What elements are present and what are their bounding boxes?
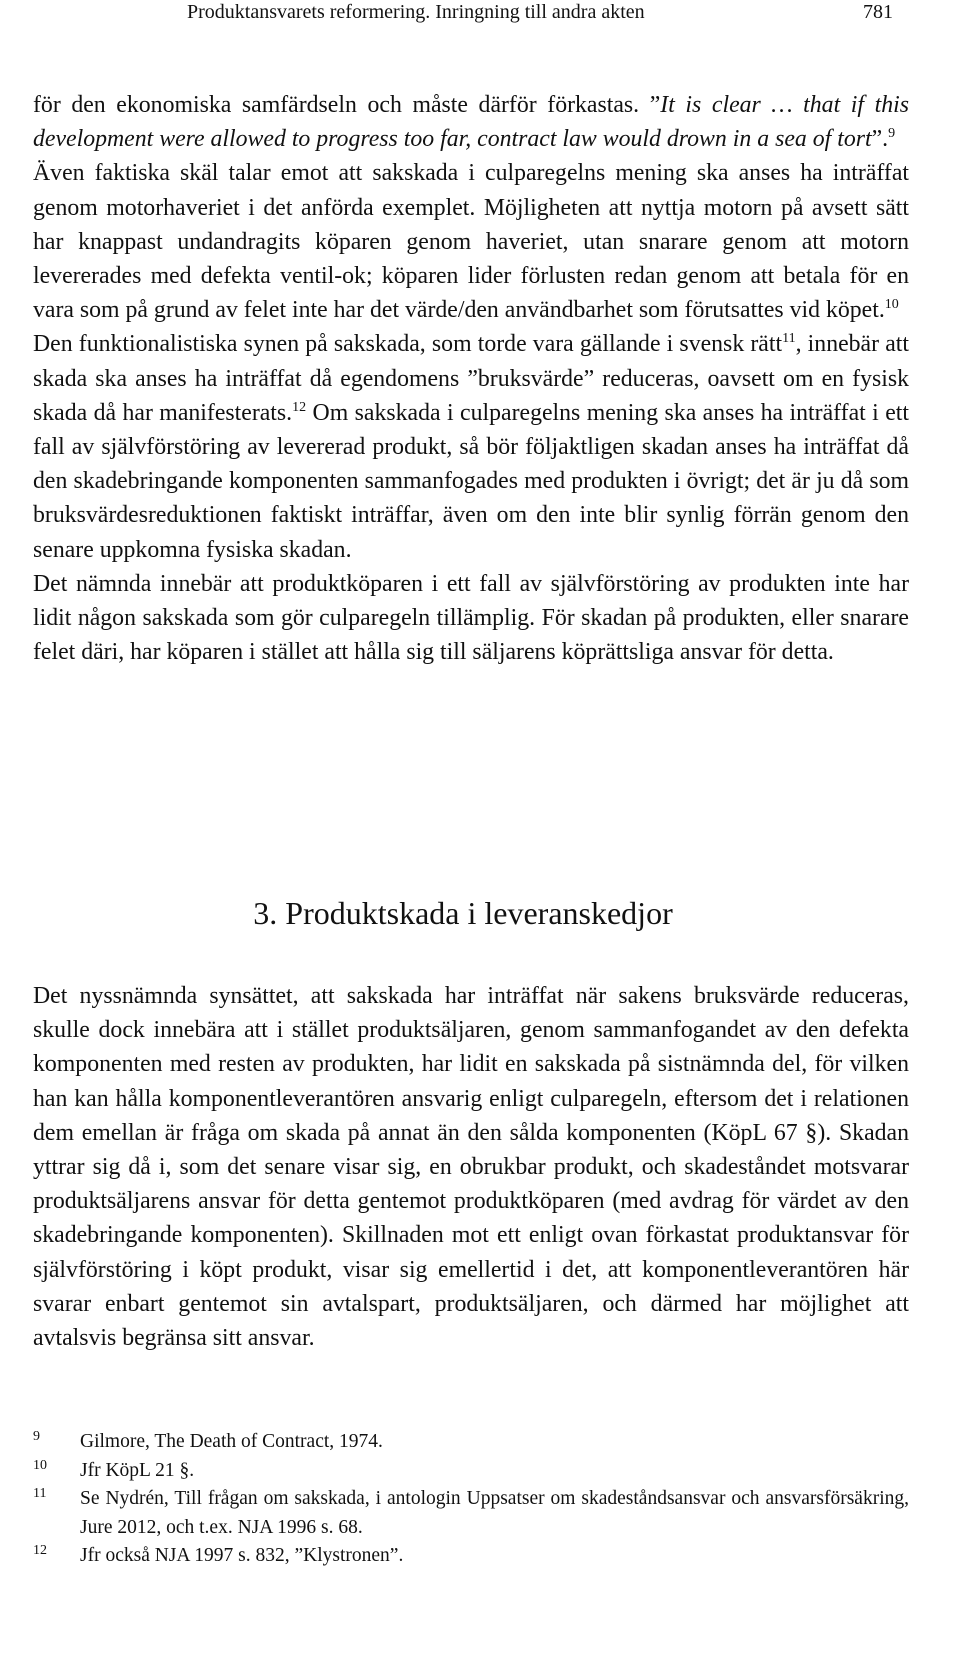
paragraph-functionalist-view [33, 327, 909, 566]
paragraph-motor-example [33, 156, 909, 327]
running-header-title: Produktansvarets reformering. Inringning till andra akten [187, 1, 645, 23]
page-number: 781 [863, 1, 893, 23]
section-heading [0, 893, 960, 933]
footnote-ref-11[interactable]: 11 [782, 331, 796, 347]
paragraph-text: ”. [871, 126, 889, 153]
footnote-number: 11 [33, 1486, 47, 1502]
footnote-9 [33, 1428, 909, 1457]
footnote-text: Gilmore, The Death of Contract, 1974. [80, 1431, 383, 1452]
body-text-section [33, 979, 909, 1355]
footnote-11 [33, 1485, 909, 1542]
english-quote: It is clear … that if this development were allowed to progress too far, contract law would drown in a sea of tort [33, 92, 909, 153]
footnote-ref-10[interactable]: 10 [884, 297, 899, 313]
footnote-number: 12 [33, 1543, 47, 1559]
body-text-upper [33, 88, 909, 669]
paragraph-continuation [33, 88, 909, 156]
footnotes [33, 1428, 909, 1571]
section-heading-text: 3. Produktskada i leveranskedjor [253, 895, 673, 931]
paragraph-text: för den ekonomiska samfärdseln och måste därför förkastas. ” [33, 92, 661, 118]
paragraph-conclusion: Det nämnda innebär att produktköparen i ett fall av självförstöring av produkten inte har lidit någon sakskada som gör culparegeln tillämplig. För skadan på produkten, eller snarare felet däri, har köparen i stället att hålla sig till säljarens köprättsliga ansvar för detta. [33, 570, 909, 666]
paragraph-text: Även faktiska skäl talar emot att sakskada i culparegelns mening ska anses ha inträffat genom motorhaveriet i det anförda exemplet. Möjligheten att nyttja motorn på avsett sätt har knappast undandragits köparen genom haveriet, utan snarare genom att motorn levererades med defekta ventil-ok; köparen lider förlusten redan genom att betala för en vara som på grund av felet inte har det värde/den användbarhet som förutsattes vid köpet. [33, 160, 909, 324]
footnote-number: 10 [33, 1457, 47, 1473]
paragraph-text: , innebär att skada ska anses ha inträffat då egendomens ”bruksvärde” reduceras, oavsett om en fysisk skada då har manifesterats. [33, 331, 909, 426]
footnote-number: 9 [33, 1429, 40, 1444]
paragraph-text: Den funktionalistiska synen på sakskada, som torde vara gällande i svensk rätt [33, 331, 783, 358]
footnote-12 [33, 1542, 909, 1571]
footnote-ref-9[interactable]: 9 [888, 126, 896, 142]
paragraph-supply-chain: Det nyssnämnda synsättet, att sakskada har inträffat när sakens bruksvärde reduceras, skulle dock innebära att i stället produktsäljaren, genom sammanfogandet av den defekta komponenten med resten av produkten, har lidit en sakskada på sistnämnda del, för vilken han kan hålla komponentleverantören ansvarig enligt culparegeln, eftersom det i relationen dem emellan är fråga om skada på annat än den sålda komponenten (KöpL 67 §). Skadan yttrar sig då i, som det senare visar sig, en obrukbar produkt, och skadeståndet motsvarar produktsäljarens ansvar för detta gentemot produktköparen (med avdrag för värdet av den skadebringande komponenten). Skillnaden mot ett enligt ovan förkastat produktansvar för självförstöring i köpt produkt, visar sig emellertid i det, att komponentleverantören här svarar enbart gentemot sin avtalspart, produktsäljaren, och därmed har möjlighet att avtalsvis begränsa sitt ansvar. [33, 983, 909, 1352]
footnote-text: Jfr KöpL 21 §. [80, 1459, 195, 1481]
footnote-ref-12[interactable]: 12 [292, 399, 307, 415]
paragraph-text: Om sakskada i culparegelns mening ska anses ha inträffat i ett fall av självförstöring av levererad produkt, så bör följaktligen skadan anses ha inträffat då den skadebringande komponenten sammanfogades med produkten i övrigt; det är ju då som bruksvärdesreduktionen faktiskt inträffar, även om den inte blir synlig förrän genom den senare uppkomna fysiska skadan. [33, 399, 909, 563]
running-header [0, 0, 960, 28]
footnote-text: Jfr också NJA 1997 s. 832, ”Klystronen”. [80, 1545, 404, 1567]
footnote-text: Se Nydrén, Till frågan om sakskada, i antologin Uppsatser om skadeståndsansvar och ansvarsförsäkring, Jure 2012, och t.ex. NJA 1996 s. 68. [80, 1488, 909, 1538]
footnote-10 [33, 1457, 909, 1486]
